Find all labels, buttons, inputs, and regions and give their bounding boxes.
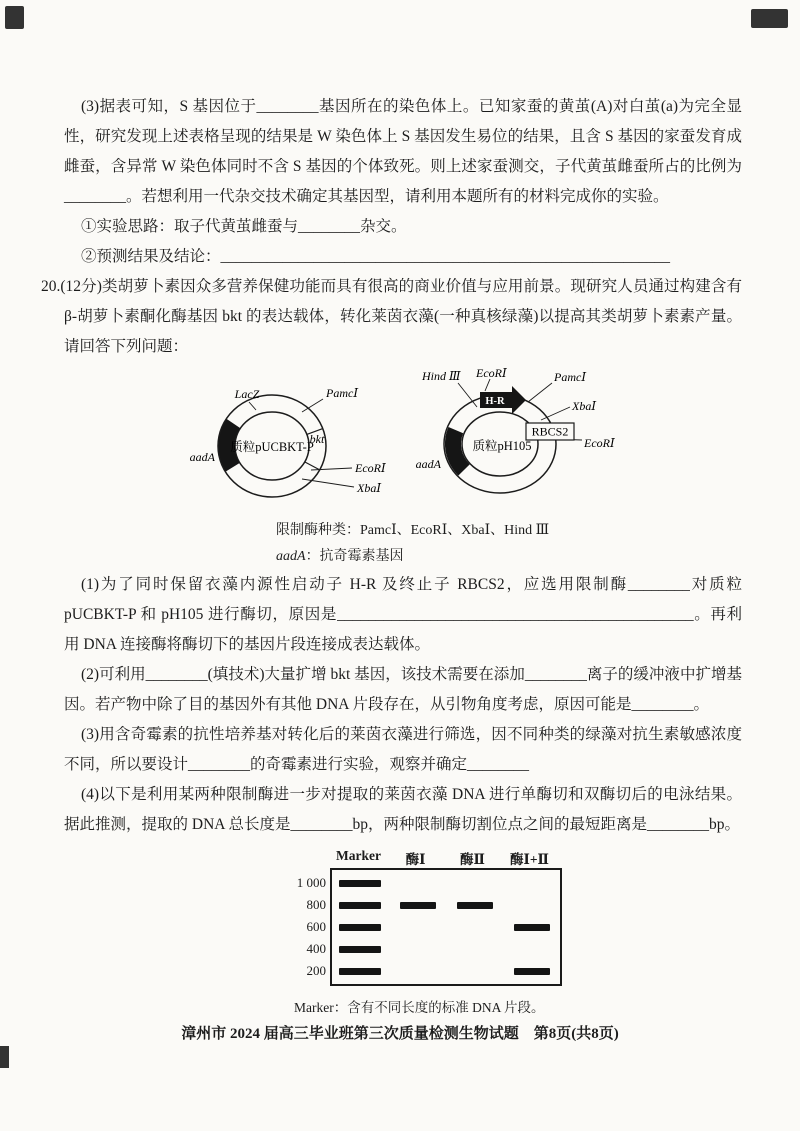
gel-band — [339, 946, 381, 953]
gel-band — [339, 924, 381, 931]
gel-electrophoresis-figure — [286, 848, 606, 1016]
aada-note — [276, 544, 742, 570]
xba1-label-left: XbaⅠ — [357, 481, 382, 495]
gel-headers — [330, 848, 606, 868]
plasmid-diagram-svg — [64, 366, 740, 516]
scan-mark-top-left — [5, 6, 24, 29]
xba-leader-right — [541, 407, 570, 420]
bkt-label: bkt — [309, 432, 325, 446]
lacz-label: LacZ — [234, 387, 260, 401]
gel-band — [457, 902, 493, 909]
pamc1-label-right: PamcⅠ — [554, 370, 587, 384]
q20-sub1-text: (1)为了同时保留衣藻内源性启动子 H-R 及终止子 RBCS2，应选用限制酶________对质粒pUCBKT-P 和 pH105 进行酶切，原因是______________________________________________。再利用 DNA 连接酶将酶切下的基因片段连接成表达载体。 — [64, 576, 742, 653]
pamc-leader-right — [528, 383, 552, 402]
hr-label: H-R — [485, 396, 505, 407]
gel-scale-label: 600 — [306, 919, 326, 934]
plasmid-pucbkt — [190, 386, 386, 497]
gel-band — [339, 902, 381, 909]
ecor-leader-top — [485, 379, 490, 391]
xba1-label-right: XbaⅠ — [572, 399, 597, 413]
gel-band — [514, 924, 550, 931]
gel-lane-header: 酶Ⅰ+Ⅱ — [510, 852, 549, 867]
ecor1-label-left: EcoRⅠ — [355, 461, 386, 475]
gel-lane-header: 酶Ⅱ — [460, 852, 485, 867]
aada-gene-name: aadA — [276, 549, 306, 564]
gel-band — [400, 902, 436, 909]
gel-lane-header: 酶Ⅰ — [405, 852, 426, 867]
scan-mark-top-right — [751, 9, 788, 28]
scan-mark-bottom-left — [0, 1046, 9, 1068]
q20-sub4-text: (4)以下是利用某两种限制酶进一步对提取的莱茵衣藻 DNA 进行单酶切和双酶切后的电泳结果。据此推测，提取的 DNA 总长度是________bp，两种限制酶切割位点之间的最短距离是________bp。 — [64, 786, 742, 833]
bkt-tick-bottom — [305, 462, 320, 470]
ecor1-label-top: EcoRⅠ — [476, 366, 507, 380]
ecor1-label-right: EcoRⅠ — [584, 436, 615, 450]
q19-part3-text: (3)据表可知，S 基因位于________基因所在的染色体上。已知家蚕的黄茧(A)对白茧(a)为完全显性，研究发现上述表格呈现的结果是 W 染色体上 S 基因发生易位的结果，且含 S 基因的家蚕发育成雌蚕，含异常 W 染色体同时不含 S 基因的个体致死。则上述家蚕测交，子代黄茧雌蚕所占的比例为________。若想利用一代杂交技术确定其基因型，请利用本题所有的材料完成你的实验。 — [64, 98, 742, 205]
gel-box — [296, 868, 562, 986]
gel-band — [339, 968, 381, 975]
gel-band — [339, 880, 381, 887]
q20-sub2-text: (2)可利用________(填技术)大量扩增 bkt 基因，该技术需要在添加________离子的缓冲液中扩增基因。若产物中除了目的基因外有其他 DNA 片段存在，从引物角度考虑，原因可能是________。 — [64, 666, 742, 713]
q20-intro-text: 20.(12分)类胡萝卜素因众多营养保健功能而具有很高的商业价值与应用前景。现研究人员通过构建含有 β-胡萝卜素酮化酶基因 bkt 的表达载体，转化莱茵衣藻(一种真核绿藻)以提高其类胡萝卜素素产量。请回答下列问题： — [41, 278, 742, 355]
page-footer: 漳州市 2024 届高三毕业班第三次质量检测生物试题 第8页(共8页) — [181, 1026, 619, 1042]
plasmid-figure — [64, 366, 742, 516]
gel-lane-header: Marker — [336, 848, 381, 863]
plasmid-ph105 — [416, 366, 615, 493]
gel-scale-label: 1 000 — [296, 875, 326, 890]
pamc1-label-left: PamcⅠ — [326, 386, 359, 400]
rbcs2-label: RBCS2 — [531, 424, 569, 439]
plasmid-left-name: 质粒pUCBKT-P — [230, 440, 314, 454]
plasmid-right-name: 质粒pH105 — [472, 439, 532, 453]
aada-note-rest: ：抗奇霉素基因 — [305, 549, 404, 564]
gel-scale-label: 400 — [306, 941, 326, 956]
hind3-label: Hind Ⅲ — [422, 369, 461, 383]
gel-scale-label: 200 — [306, 963, 326, 978]
lacz-leader — [249, 402, 256, 410]
gel-scale-label: 800 — [306, 897, 326, 912]
gel-band — [514, 968, 550, 975]
q19-experiment-idea: ①实验思路：取子代黄茧雌蚕与________杂交。 — [81, 218, 407, 235]
aada-label-right: aadA — [415, 457, 441, 471]
q19-predicted-result: ②预测结果及结论：__________________________________________________________ — [81, 248, 671, 265]
gel-caption: Marker：含有不同长度的标准 DNA 片段。 — [294, 1000, 545, 1015]
enzyme-types-note: 限制酶种类：PamcⅠ、EcoRⅠ、XbaⅠ、Hind Ⅲ — [276, 523, 550, 538]
aada-label-left: aadA — [189, 450, 215, 464]
page-content — [41, 92, 742, 1016]
q20-sub3-text: (3)用含奇霉素的抗性培养基对转化后的莱茵衣藻进行筛选，因不同种类的绿藻对抗生素敏感浓度不同，所以要设计________的奇霉素进行实验，观察并确定________ — [64, 726, 742, 773]
